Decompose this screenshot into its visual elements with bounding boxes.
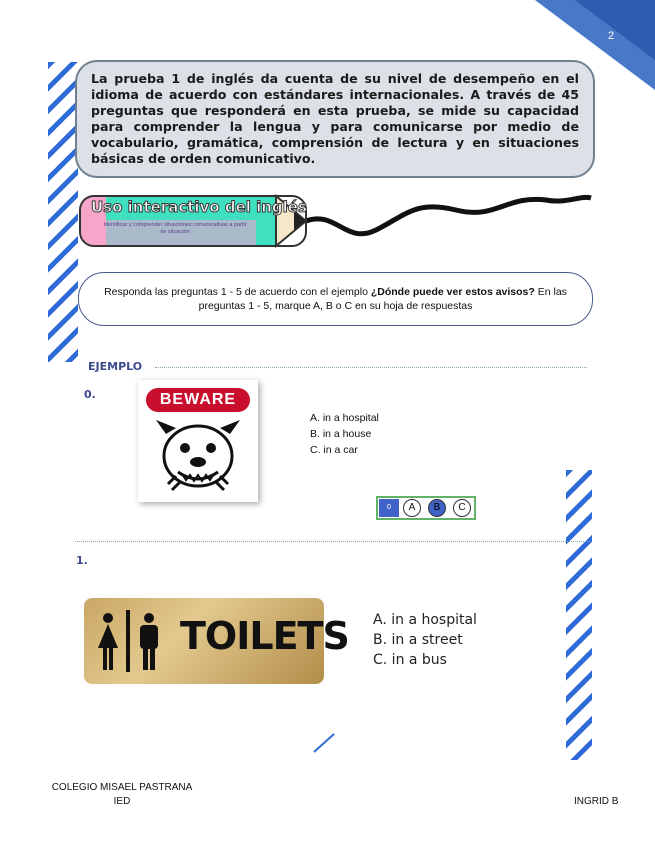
footer-school-ied: IED (113, 796, 131, 807)
instructions-box (78, 272, 593, 326)
q1-option-a: A. in a hospital (373, 612, 477, 628)
q0-option-a: A. in a hospital (310, 412, 379, 424)
bulldog-icon (152, 414, 244, 494)
footer-school-name: COLEGIO MISAEL PASTRANA (51, 782, 193, 793)
divider-line (155, 367, 587, 368)
instructions-part2: En las preguntas 1 - 5, marque A, B o C en su hoja de respuestas (198, 286, 567, 312)
q1-options (373, 610, 477, 670)
pencil-subtitle: Identificar y comprender situaciones comunicativas a partir de situación (103, 222, 247, 235)
beware-banner: BEWARE (146, 388, 250, 412)
example-label: EJEMPLO (88, 360, 143, 373)
man-icon (136, 612, 162, 672)
question-number-0: 0. (84, 388, 96, 401)
pencil-title: Uso interactivo del inglés (91, 198, 307, 216)
answer-number: 0 (379, 499, 399, 517)
question-number-1: 1. (76, 554, 88, 567)
footer-author: INGRID B (574, 796, 619, 807)
beware-sign-image (138, 380, 258, 502)
decorative-slash (312, 732, 336, 754)
q0-option-b: B. in a house (310, 428, 372, 440)
intro-text-box: La prueba 1 de inglés da cuenta de su nivel de desempeño en el idioma de acuerdo con estándares internacionales. A través de 45 preguntas que responderá en esta prueba, se mide su capacidad para comprender la lengua y para comunicarse por medio de vocabulario, gramática, comprensión de lectura y en situaciones básicas de orden comunicativo. (75, 60, 595, 178)
answer-sheet-example (376, 496, 476, 520)
divider-line (75, 541, 590, 542)
answer-bubble-c: C (453, 499, 471, 517)
woman-icon (96, 612, 120, 672)
instructions-part1: Responda las preguntas 1 - 5 de acuerdo con el ejemplo (104, 286, 368, 298)
instructions-question: ¿Dónde puede ver estos avisos? (370, 286, 535, 298)
answer-bubble-b: B (428, 499, 446, 517)
footer-school (47, 781, 197, 809)
toilets-sign-image (84, 598, 349, 684)
toilets-sign-text: TOILETS (180, 614, 349, 658)
decorative-stripes-right (566, 470, 592, 760)
answer-bubble-a: A (403, 499, 421, 517)
q1-option-c: C. in a bus (373, 652, 447, 668)
page-number: 2 (607, 30, 615, 42)
q0-option-c: C. in a car (310, 444, 358, 456)
q0-options (310, 410, 379, 458)
divider-bar (126, 610, 130, 672)
q1-option-b: B. in a street (373, 632, 463, 648)
decorative-stripes-left (48, 62, 78, 362)
